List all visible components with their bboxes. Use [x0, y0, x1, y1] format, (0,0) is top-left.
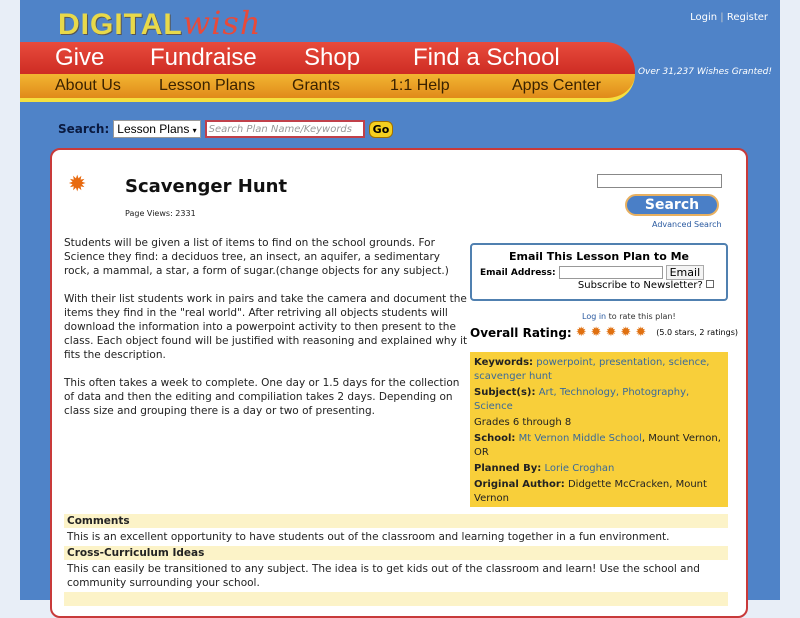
description-paragraph: Students will be given a list of items to find on the school grounds. For Science they find: a deciduos tree, an insect, an aquifer, a sedimentary rock, a mammal, a star, a form of sugar.(change objects for any subject.): [64, 237, 449, 277]
rate-prompt: [582, 312, 676, 321]
planned-by-link[interactable]: Lorie Croghan: [544, 463, 615, 474]
rating-count: (5.0 stars, 2 ratings): [656, 328, 738, 337]
school-link[interactable]: Mt Vernon Middle School: [518, 433, 642, 444]
school-label: School:: [474, 433, 516, 444]
email-plan-box: [470, 243, 728, 301]
nav-about-us[interactable]: About Us: [55, 77, 121, 94]
email-label: Email Address:: [480, 267, 556, 278]
email-title: Email This Lesson Plan to Me: [508, 250, 689, 263]
plan-metadata: [470, 352, 728, 507]
keywords-links[interactable]: powerpoint, presentation, science, scavenger hunt: [474, 357, 710, 382]
grades: Grades 6 through 8: [474, 417, 572, 428]
login-link[interactable]: Login: [690, 12, 718, 23]
keywords-label: Keywords:: [474, 357, 534, 368]
logo-text-wish: wish: [182, 4, 262, 42]
school-location: , Mount Vernon, OR: [474, 433, 721, 458]
email-button[interactable]: Email: [666, 265, 705, 280]
wishes-granted: Over 31,237 Wishes Granted!: [637, 67, 772, 77]
digitalwish-logo[interactable]: [58, 4, 261, 42]
separator: |: [720, 12, 724, 23]
site-search-input[interactable]: [597, 174, 722, 188]
section-heading: Comments: [64, 514, 728, 528]
star-icon: ✹: [575, 325, 587, 340]
lesson-plan-card: [50, 148, 748, 618]
account-links: [690, 12, 768, 23]
nav-apps-center[interactable]: Apps Center: [512, 77, 601, 94]
sub-nav: [20, 74, 635, 102]
page: [20, 0, 780, 600]
register-link[interactable]: Register: [726, 12, 768, 23]
main-nav: [20, 42, 635, 76]
planned-by-label: Planned By:: [474, 463, 542, 474]
overall-rating: [470, 325, 738, 340]
select-value: Lesson Plans: [117, 122, 190, 136]
star-icon: ✹: [605, 325, 617, 340]
search-label: Search:: [58, 122, 110, 136]
section-heading: Cross-Curriculum Ideas: [64, 546, 728, 560]
nav-find-a-school[interactable]: Find a School: [413, 44, 560, 71]
comments-section: [64, 514, 728, 606]
section-heading: [64, 592, 728, 606]
search-button[interactable]: Search: [625, 194, 719, 216]
subjects-label: Subject(s):: [474, 387, 536, 398]
sun-icon: ✹: [68, 172, 87, 197]
description-paragraph: This often takes a week to complete. One day or 1.5 days for the collection of data and then the editing and compiliation takes 2 days. Depending on class size and grouping there is a day or two of presenting.: [64, 377, 460, 417]
nav-give[interactable]: Give: [55, 44, 105, 71]
subscribe-checkbox[interactable]: [706, 280, 714, 288]
star-icon: ✹: [620, 325, 632, 340]
nav-help[interactable]: 1:1 Help: [390, 77, 450, 94]
chevron-down-icon: ▾: [192, 126, 197, 135]
email-input[interactable]: [559, 266, 663, 279]
section-body: This is an excellent opportunity to have students out of the classroom and learning together in a fun environment.: [67, 531, 670, 543]
subjects-links[interactable]: Art, Technology, Photography, Science: [474, 387, 690, 412]
search-type-select[interactable]: [113, 120, 200, 138]
author: Didgette McCracken, Mount Vernon: [474, 479, 707, 504]
advanced-search-link[interactable]: Advanced Search: [652, 220, 722, 229]
nav-shop[interactable]: Shop: [304, 44, 361, 71]
login-to-rate-link[interactable]: Log in: [582, 312, 607, 321]
search-bar: [58, 120, 393, 138]
nav-grants[interactable]: Grants: [292, 77, 341, 94]
section-body: This can easily be transitioned to any subject. The idea is to get kids out of the classroom and learn! Use the school and community surrounding your school.: [67, 563, 700, 589]
author-label: Original Author:: [474, 479, 565, 490]
search-input[interactable]: Search Plan Name/Keywords: [205, 120, 365, 138]
go-button[interactable]: Go: [369, 121, 394, 138]
rating-label: Overall Rating:: [470, 325, 572, 340]
description-paragraph: With their list students work in pairs and take the camera and document the items they find in the "real world". After retriving all objects students will download the information into a powerpoint activity to then present to the class. Each object found will be justified with reasoning and explained why it fits the description.: [64, 293, 468, 361]
rate-prompt-text: to rate this plan!: [606, 312, 676, 321]
logo-text: DIGITAL: [58, 8, 183, 41]
subscribe-label: Subscribe to Newsletter?: [577, 280, 703, 291]
page-views: Page Views: 2331: [125, 209, 196, 218]
star-icon: ✹: [635, 325, 647, 340]
plan-description: [64, 236, 469, 432]
nav-lesson-plans[interactable]: Lesson Plans: [159, 77, 256, 94]
star-icon: ✹: [590, 325, 602, 340]
page-title: Scavenger Hunt: [125, 176, 288, 197]
nav-fundraise[interactable]: Fundraise: [150, 44, 257, 71]
